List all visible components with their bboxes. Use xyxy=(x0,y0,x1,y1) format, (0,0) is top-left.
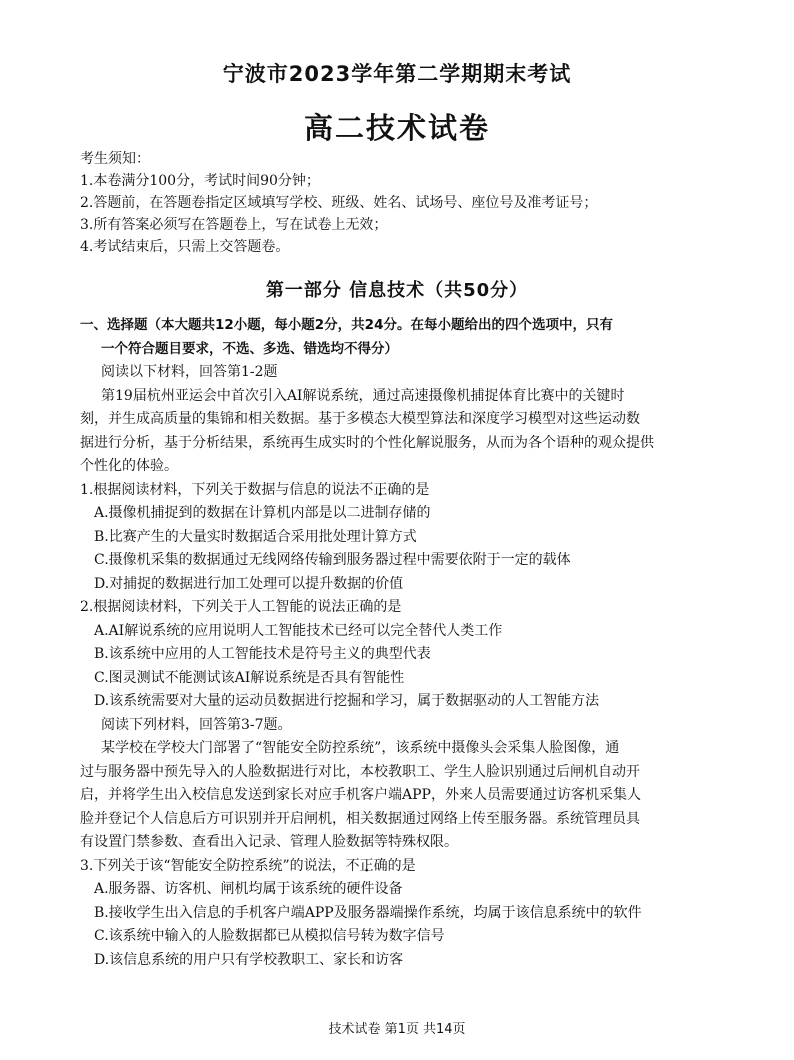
stem-text: 3.下列关于该“智能安全防控系统”的说法， xyxy=(80,857,346,874)
question-1-option-a: A.摄像机捕捉到的数据在计算机内部是以二进制存储的 xyxy=(94,505,431,521)
question-2-stem: 2.根据阅读材料，下列关于人工智能的说法正确的是 xyxy=(80,599,402,615)
question-2-option-a: A.AI解说系统的应用说明人工智能技术已经可以完全替代人类工作 xyxy=(94,622,503,639)
notice-item: 4.考试结束后，只需上交答题卷。 xyxy=(80,239,290,255)
question-3-option-b: B.接收学生出入信息的手机客户端APP及服务器端操作系统，均属于该信息系统中的软件 xyxy=(94,904,642,921)
reading-paragraph-line: 启，并将学生出入校信息发送到家长对应手机客户端APP，外来人员需要通过访客机采集人 xyxy=(80,787,641,803)
exam-title: 宁波市2023学年第二学期期末考试 xyxy=(222,62,572,86)
notice-item: 2.答题前，在答题卷指定区域填写学校、班级、姓名、试场号、座位号及准考证号； xyxy=(80,195,598,211)
reading-paragraph-line: 第19届杭州亚运会中首次引入AI解说系统，通过高速摄像机捕捉体育比赛中的关键时 xyxy=(101,387,625,404)
reading-paragraph-line: 某学校在学校大门部署了“智能安全防控系统”，该系统中摄像头会采集人脸图像，通 xyxy=(101,740,620,756)
emphasis-text: 不正确 xyxy=(345,857,388,874)
question-3-option-d: D.该信息系统的用户只有学校教职工、家长和访客 xyxy=(94,951,404,968)
reading-paragraph-line: 过与服务器中预先导入的人脸数据进行对比，本校教职工、学生人脸识别通过后闸机自动开 xyxy=(80,763,640,780)
stem-text: 的是 xyxy=(401,481,430,498)
emphasis-text: 不正确 xyxy=(359,481,402,498)
question-1-option-c: C.摄像机采集的数据通过无线网络传输到服务器过程中需要依附于一定的载体 xyxy=(94,552,571,568)
question-3-option-a: A.服务器、访客机、闸机均属于该系统的硬件设备 xyxy=(94,881,403,897)
question-2-option-b: B.该系统中应用的人工智能技术是符号主义的典型代表 xyxy=(94,646,431,662)
section-title: 第一部分 信息技术（共50分） xyxy=(265,280,529,301)
question-1-option-d: D.对捕捉的数据进行加工处理可以提升数据的价值 xyxy=(94,575,404,592)
part-heading-line2: 一个符合题目要求，不选、多选、错选均不得分） xyxy=(101,340,398,357)
question-3-stem xyxy=(80,855,720,879)
reading-intro: 阅读下列材料，回答第3-7题。 xyxy=(101,716,292,733)
reading-paragraph-line: 据进行分析，基于分析结果，系统再生成实时的个性化解说服务，从而为各个语种的观众提供 xyxy=(80,434,654,451)
notice-heading: 考生须知： xyxy=(80,151,150,167)
question-1-option-b: B.比赛产生的大量实时数据适合采用批处理计算方式 xyxy=(94,528,417,545)
reading-paragraph-line: 脸并登记个人信息后方可识别并开启闸机，相关数据通过网络上传至服务器。系统管理员具 xyxy=(80,810,640,827)
question-2-option-d: D.该系统需要对大量的运动员数据进行挖掘和学习，属于数据驱动的人工智能方法 xyxy=(94,693,600,709)
question-1-stem xyxy=(80,479,720,503)
reading-paragraph-line: 有设置门禁参数、查看出入记录、管理人脸数据等特殊权限。 xyxy=(80,834,458,850)
stem-text: 1.根据阅读材料，下列关于数据与信息的说法 xyxy=(80,481,360,498)
candidate-notice xyxy=(80,148,597,258)
part-heading-line1: 一、选择题（本大题共12小题，每小题2分，共24分。在每小题给出的四个选项中，只有 xyxy=(80,317,613,333)
reading-intro: 阅读以下材料，回答第1-2题 xyxy=(101,364,278,380)
notice-item: 3.所有答案必须写在答题卷上，写在试卷上无效； xyxy=(80,217,388,233)
question-2-option-c: C.图灵测试不能测试该AI解说系统是否具有智能性 xyxy=(94,669,405,686)
notice-item: 1.本卷满分100分，考试时间90分钟； xyxy=(80,173,320,189)
page-footer: 技术试卷 第1页 共14页 xyxy=(328,1022,466,1037)
exam-subtitle: 高二技术试卷 xyxy=(303,111,490,145)
question-body xyxy=(80,314,720,972)
stem-text: 的是 xyxy=(387,857,416,874)
reading-paragraph-line: 个性化的体验。 xyxy=(80,458,178,474)
reading-paragraph-line: 刻，并生成高质量的集锦和相关数据。基于多模态大模型算法和深度学习模型对这些运动数 xyxy=(80,411,640,427)
question-3-option-c: C.该系统中输入的人脸数据都已从模拟信号转为数字信号 xyxy=(94,928,445,944)
